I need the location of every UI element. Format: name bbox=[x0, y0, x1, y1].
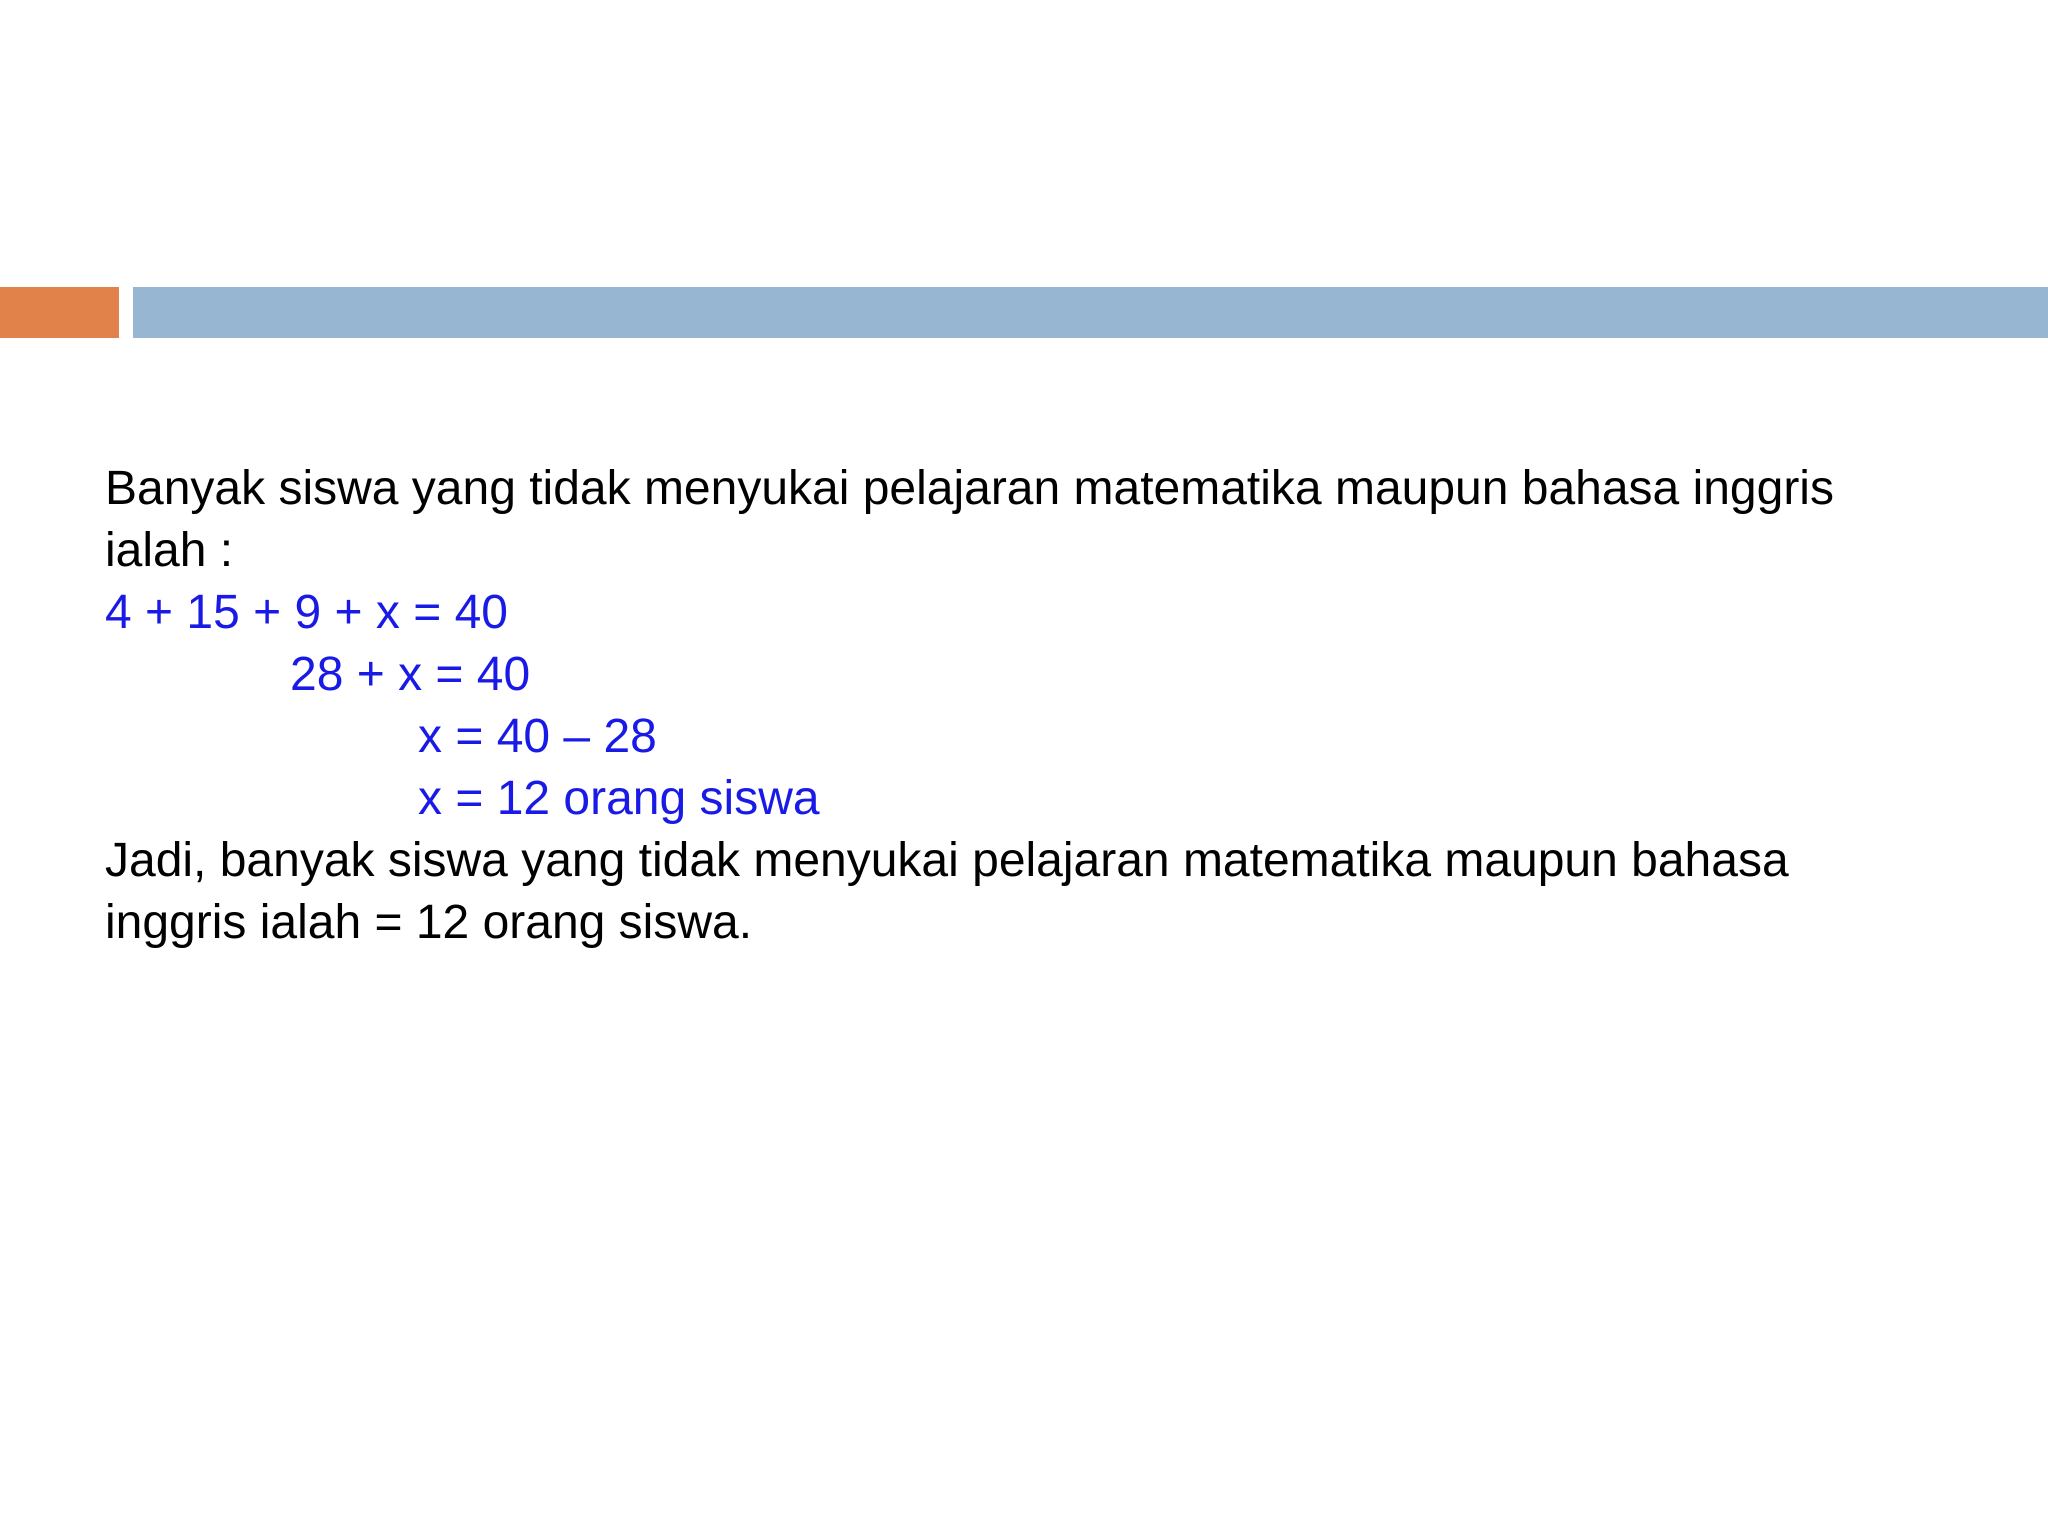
intro-line-2: ialah : bbox=[105, 524, 234, 577]
equation-step-3: x = 40 – 28 bbox=[418, 710, 657, 763]
conclusion-line-1: Jadi, banyak siswa yang tidak menyukai pelajaran matematika maupun bahasa bbox=[105, 834, 1789, 887]
header-accent-bar-blue bbox=[133, 287, 2048, 338]
equation-step-2: 28 + x = 40 bbox=[290, 648, 531, 701]
slide-body bbox=[105, 458, 2005, 954]
equation-step-4: x = 12 orang siswa bbox=[418, 772, 820, 825]
equation-step-1: 4 + 15 + 9 + x = 40 bbox=[105, 586, 508, 639]
intro-line-1: Banyak siswa yang tidak menyukai pelajaran matematika maupun bahasa inggris bbox=[105, 462, 1834, 515]
header-accent-bar-orange bbox=[0, 287, 119, 338]
conclusion-line-2: inggris ialah = 12 orang siswa. bbox=[105, 896, 753, 949]
